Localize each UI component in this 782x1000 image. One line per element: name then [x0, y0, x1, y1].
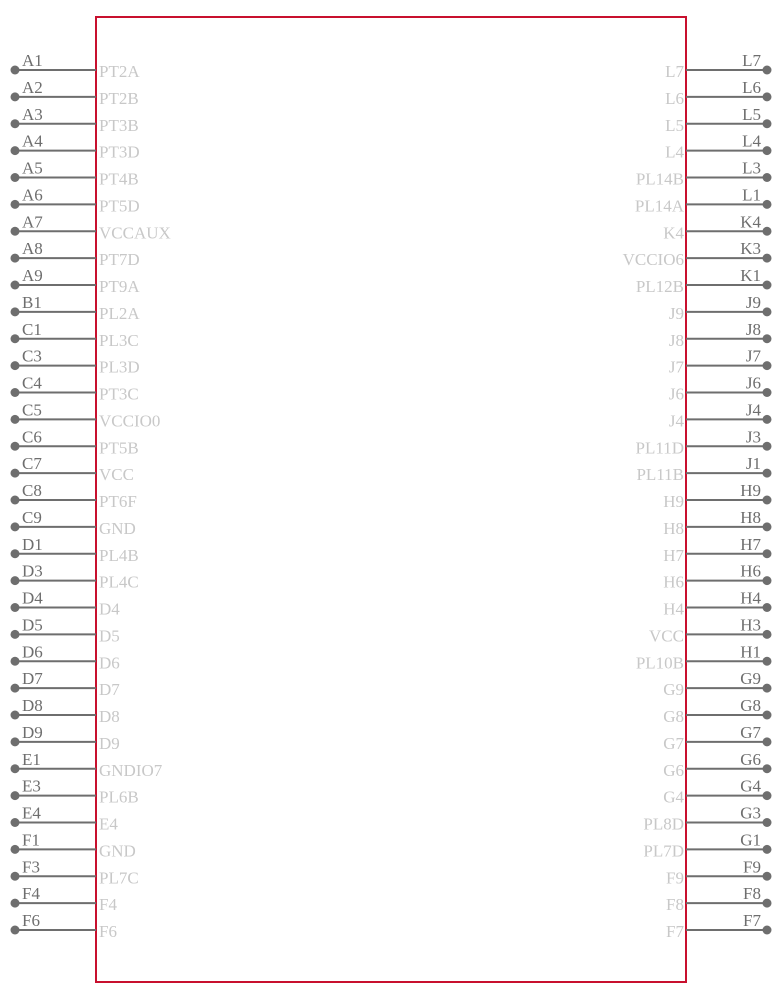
pin-endpoint[interactable] — [11, 791, 20, 800]
pin-endpoint[interactable] — [763, 227, 772, 236]
pin-endpoint[interactable] — [763, 307, 772, 316]
pin-endpoint[interactable] — [763, 146, 772, 155]
pin-endpoint[interactable] — [11, 711, 20, 720]
pin-number: A7 — [22, 212, 43, 232]
pin-name: VCC — [649, 626, 684, 646]
pin-name: GND — [99, 841, 136, 861]
pin-number: A1 — [22, 51, 43, 70]
pin-name: D4 — [99, 599, 120, 619]
pin-endpoint[interactable] — [11, 92, 20, 101]
pin-number: D8 — [22, 696, 43, 715]
pin-number: K1 — [740, 266, 761, 285]
pin-number: D6 — [22, 642, 43, 662]
pin-number: E1 — [22, 749, 41, 769]
pin-endpoint[interactable] — [11, 469, 20, 478]
pin-endpoint[interactable] — [763, 388, 772, 397]
pin-name: PL11B — [636, 465, 684, 485]
pin-name: PT5B — [99, 438, 139, 458]
pin-number: D7 — [22, 669, 43, 689]
pin-name: PL4C — [99, 572, 139, 592]
pin-endpoint[interactable] — [11, 146, 20, 155]
pin-number: D1 — [22, 534, 43, 554]
pin-number: C7 — [22, 454, 42, 474]
pin-endpoint[interactable] — [11, 66, 20, 75]
pin-name: PT5D — [99, 196, 140, 216]
pin-endpoint[interactable] — [763, 872, 772, 881]
pin-name: VCCIO0 — [99, 411, 161, 431]
pin-number: L4 — [742, 131, 761, 151]
pin-name: L4 — [665, 142, 684, 162]
pin-name: VCCAUX — [99, 223, 171, 243]
pin-number: C8 — [22, 481, 42, 500]
pin-name: H9 — [663, 492, 684, 511]
pin-name: PT4B — [99, 169, 139, 189]
pin-endpoint[interactable] — [763, 684, 772, 693]
pin-number: C4 — [22, 373, 42, 393]
pin-endpoint[interactable] — [11, 899, 20, 908]
pin-endpoint[interactable] — [763, 496, 772, 505]
pin-endpoint[interactable] — [763, 926, 772, 935]
pin-endpoint[interactable] — [11, 657, 20, 666]
pin-name: J6 — [668, 384, 684, 404]
pin-name: H8 — [663, 518, 684, 538]
pin-number: E3 — [22, 776, 41, 796]
pin-name: PL14B — [635, 169, 684, 189]
pin-name: PT7D — [99, 250, 140, 270]
pin-name: D8 — [99, 707, 120, 726]
pin-endpoint[interactable] — [11, 630, 20, 639]
pin-number: J4 — [745, 400, 761, 420]
pin-name: PL3C — [99, 330, 139, 350]
pin-endpoint[interactable] — [11, 926, 20, 935]
pin-name: L7 — [665, 62, 684, 81]
pin-number: J6 — [745, 373, 761, 393]
pin-name: F4 — [99, 895, 117, 915]
pin-endpoint[interactable] — [11, 737, 20, 746]
pin-name: G8 — [663, 707, 684, 726]
pin-name: D7 — [99, 680, 120, 700]
pin-name: PT2B — [99, 88, 139, 108]
pin-endpoint[interactable] — [11, 818, 20, 827]
pin-endpoint[interactable] — [763, 549, 772, 558]
pin-endpoint[interactable] — [763, 522, 772, 531]
pin-endpoint[interactable] — [763, 361, 772, 370]
pin-number: E4 — [22, 803, 41, 823]
pin-name: D9 — [99, 733, 120, 753]
pin-name: VCC — [99, 465, 134, 485]
pin-name: F7 — [666, 922, 684, 941]
pin-endpoint[interactable] — [763, 899, 772, 908]
pin-endpoint[interactable] — [763, 791, 772, 800]
pin-number: L3 — [742, 158, 761, 178]
pin-endpoint[interactable] — [763, 254, 772, 263]
pin-number: A4 — [22, 131, 43, 151]
pin-number: G7 — [740, 722, 761, 742]
pin-name: PL10B — [635, 653, 684, 673]
pin-number: C1 — [22, 319, 42, 339]
pin-number: H1 — [740, 642, 761, 662]
pin-number: D4 — [22, 588, 43, 608]
pin-name: PL12B — [635, 277, 684, 296]
pin-name: G7 — [663, 733, 684, 753]
pin-number: A3 — [22, 104, 43, 124]
pin-number: F4 — [22, 884, 40, 904]
pin-number: F7 — [743, 911, 761, 930]
pin-endpoint[interactable] — [763, 92, 772, 101]
pin-endpoint[interactable] — [11, 415, 20, 424]
pin-number: L7 — [742, 51, 761, 70]
pin-name: J9 — [668, 303, 684, 323]
pin-name: PL14A — [634, 196, 684, 216]
pin-name: K4 — [663, 223, 684, 243]
pin-number: A5 — [22, 158, 43, 178]
pin-name: PL2A — [99, 303, 140, 323]
pin-endpoint[interactable] — [763, 845, 772, 854]
pin-endpoint[interactable] — [763, 281, 772, 290]
pin-endpoint[interactable] — [11, 334, 20, 343]
pin-name: PT3D — [99, 142, 140, 162]
pin-number: F1 — [22, 830, 40, 850]
pin-endpoint[interactable] — [763, 576, 772, 585]
pin-number: J1 — [745, 454, 761, 474]
pin-endpoint[interactable] — [763, 119, 772, 128]
pin-name: G9 — [663, 680, 684, 700]
pin-name: G4 — [663, 787, 684, 807]
pin-name: F9 — [666, 868, 684, 888]
pin-endpoint[interactable] — [11, 496, 20, 505]
pin-number: F9 — [743, 857, 761, 877]
pin-number: G1 — [740, 830, 761, 850]
pin-endpoint[interactable] — [11, 603, 20, 612]
pin-name: PL6B — [99, 787, 139, 807]
pin-endpoint[interactable] — [11, 576, 20, 585]
pin-number: H4 — [740, 588, 761, 608]
pin-number: F3 — [22, 857, 40, 877]
pin-endpoint[interactable] — [763, 818, 772, 827]
pin-endpoint[interactable] — [11, 361, 20, 370]
pin-endpoint[interactable] — [763, 334, 772, 343]
pin-name: VCCIO6 — [622, 250, 684, 270]
pin-number: J9 — [745, 292, 761, 312]
pin-endpoint[interactable] — [11, 549, 20, 558]
pin-name: H4 — [663, 599, 684, 619]
pin-endpoint[interactable] — [11, 764, 20, 773]
pin-endpoint[interactable] — [11, 281, 20, 290]
pin-name: D6 — [99, 653, 120, 673]
pin-name: H7 — [663, 545, 684, 565]
pin-name: PT3C — [99, 384, 139, 404]
pin-name: PT6F — [99, 492, 137, 511]
pin-name: F6 — [99, 922, 117, 941]
pin-endpoint[interactable] — [11, 388, 20, 397]
pin-name: D5 — [99, 626, 120, 646]
pin-endpoint[interactable] — [763, 737, 772, 746]
pin-endpoint[interactable] — [11, 119, 20, 128]
pin-name: J7 — [668, 357, 684, 377]
pin-endpoint[interactable] — [11, 442, 20, 451]
pin-number: J8 — [745, 319, 761, 339]
pin-name: E4 — [99, 814, 118, 834]
pin-number: D3 — [22, 561, 43, 581]
pin-name: GNDIO7 — [99, 760, 163, 780]
pin-number: G3 — [740, 803, 761, 823]
pin-number: H7 — [740, 534, 761, 554]
pin-endpoint[interactable] — [11, 173, 20, 182]
pin-number: L5 — [742, 104, 761, 124]
pin-endpoint[interactable] — [763, 711, 772, 720]
pin-number: D9 — [22, 722, 43, 742]
pin-name: PL8D — [643, 814, 684, 834]
pin-endpoint[interactable] — [763, 469, 772, 478]
pin-number: C6 — [22, 427, 42, 447]
pin-name: GND — [99, 518, 136, 538]
pin-endpoint[interactable] — [763, 66, 772, 75]
pin-endpoint[interactable] — [11, 684, 20, 693]
pin-endpoint[interactable] — [763, 603, 772, 612]
pin-name: PL7C — [99, 868, 139, 888]
pin-number: J7 — [745, 346, 761, 366]
pin-number: A2 — [22, 77, 43, 97]
pin-name: PT2A — [99, 62, 140, 81]
pin-name: L6 — [665, 88, 684, 108]
pin-number: G9 — [740, 669, 761, 689]
pin-endpoint[interactable] — [11, 200, 20, 209]
pin-number: C9 — [22, 507, 42, 527]
pin-number: B1 — [22, 292, 42, 312]
pin-number: L6 — [742, 77, 761, 97]
pin-name: PL3D — [99, 357, 140, 377]
pin-number: F6 — [22, 911, 40, 930]
pin-number: G6 — [740, 749, 761, 769]
pin-endpoint[interactable] — [11, 227, 20, 236]
pin-number: A9 — [22, 266, 43, 285]
pin-number: H3 — [740, 615, 761, 635]
pin-number: A6 — [22, 185, 43, 205]
pin-number: G4 — [740, 776, 761, 796]
pin-endpoint[interactable] — [763, 415, 772, 424]
pin-name: PL11D — [635, 438, 684, 458]
pin-name: PL4B — [99, 545, 139, 565]
pin-number: K4 — [740, 212, 761, 232]
pin-number: H8 — [740, 507, 761, 527]
pin-endpoint[interactable] — [763, 173, 772, 182]
pin-name: J4 — [668, 411, 684, 431]
pin-endpoint[interactable] — [11, 307, 20, 316]
pin-endpoint[interactable] — [11, 254, 20, 263]
pin-number: C5 — [22, 400, 42, 420]
pin-name: F8 — [666, 895, 684, 915]
pin-number: L1 — [742, 185, 761, 205]
pin-endpoint[interactable] — [763, 764, 772, 773]
pin-name: G6 — [663, 760, 684, 780]
pin-name: PT9A — [99, 277, 140, 296]
pin-endpoint[interactable] — [763, 630, 772, 639]
pin-name: H6 — [663, 572, 684, 592]
pin-number: H6 — [740, 561, 761, 581]
pin-number: H9 — [740, 481, 761, 500]
pin-number: F8 — [743, 884, 761, 904]
pin-endpoint[interactable] — [11, 845, 20, 854]
pin-endpoint[interactable] — [11, 872, 20, 881]
pin-number: A8 — [22, 239, 43, 259]
pin-name: PL7D — [643, 841, 684, 861]
pin-number: C3 — [22, 346, 42, 366]
pin-name: J8 — [668, 330, 684, 350]
pin-endpoint[interactable] — [11, 522, 20, 531]
pin-number: D5 — [22, 615, 43, 635]
component-body[interactable] — [96, 17, 686, 982]
pin-endpoint[interactable] — [763, 657, 772, 666]
pin-number: K3 — [740, 239, 761, 259]
pin-number: J3 — [745, 427, 761, 447]
pin-endpoint[interactable] — [763, 200, 772, 209]
pin-endpoint[interactable] — [763, 442, 772, 451]
pin-name: L5 — [665, 115, 684, 135]
pin-number: G8 — [740, 696, 761, 715]
pin-name: PT3B — [99, 115, 139, 135]
